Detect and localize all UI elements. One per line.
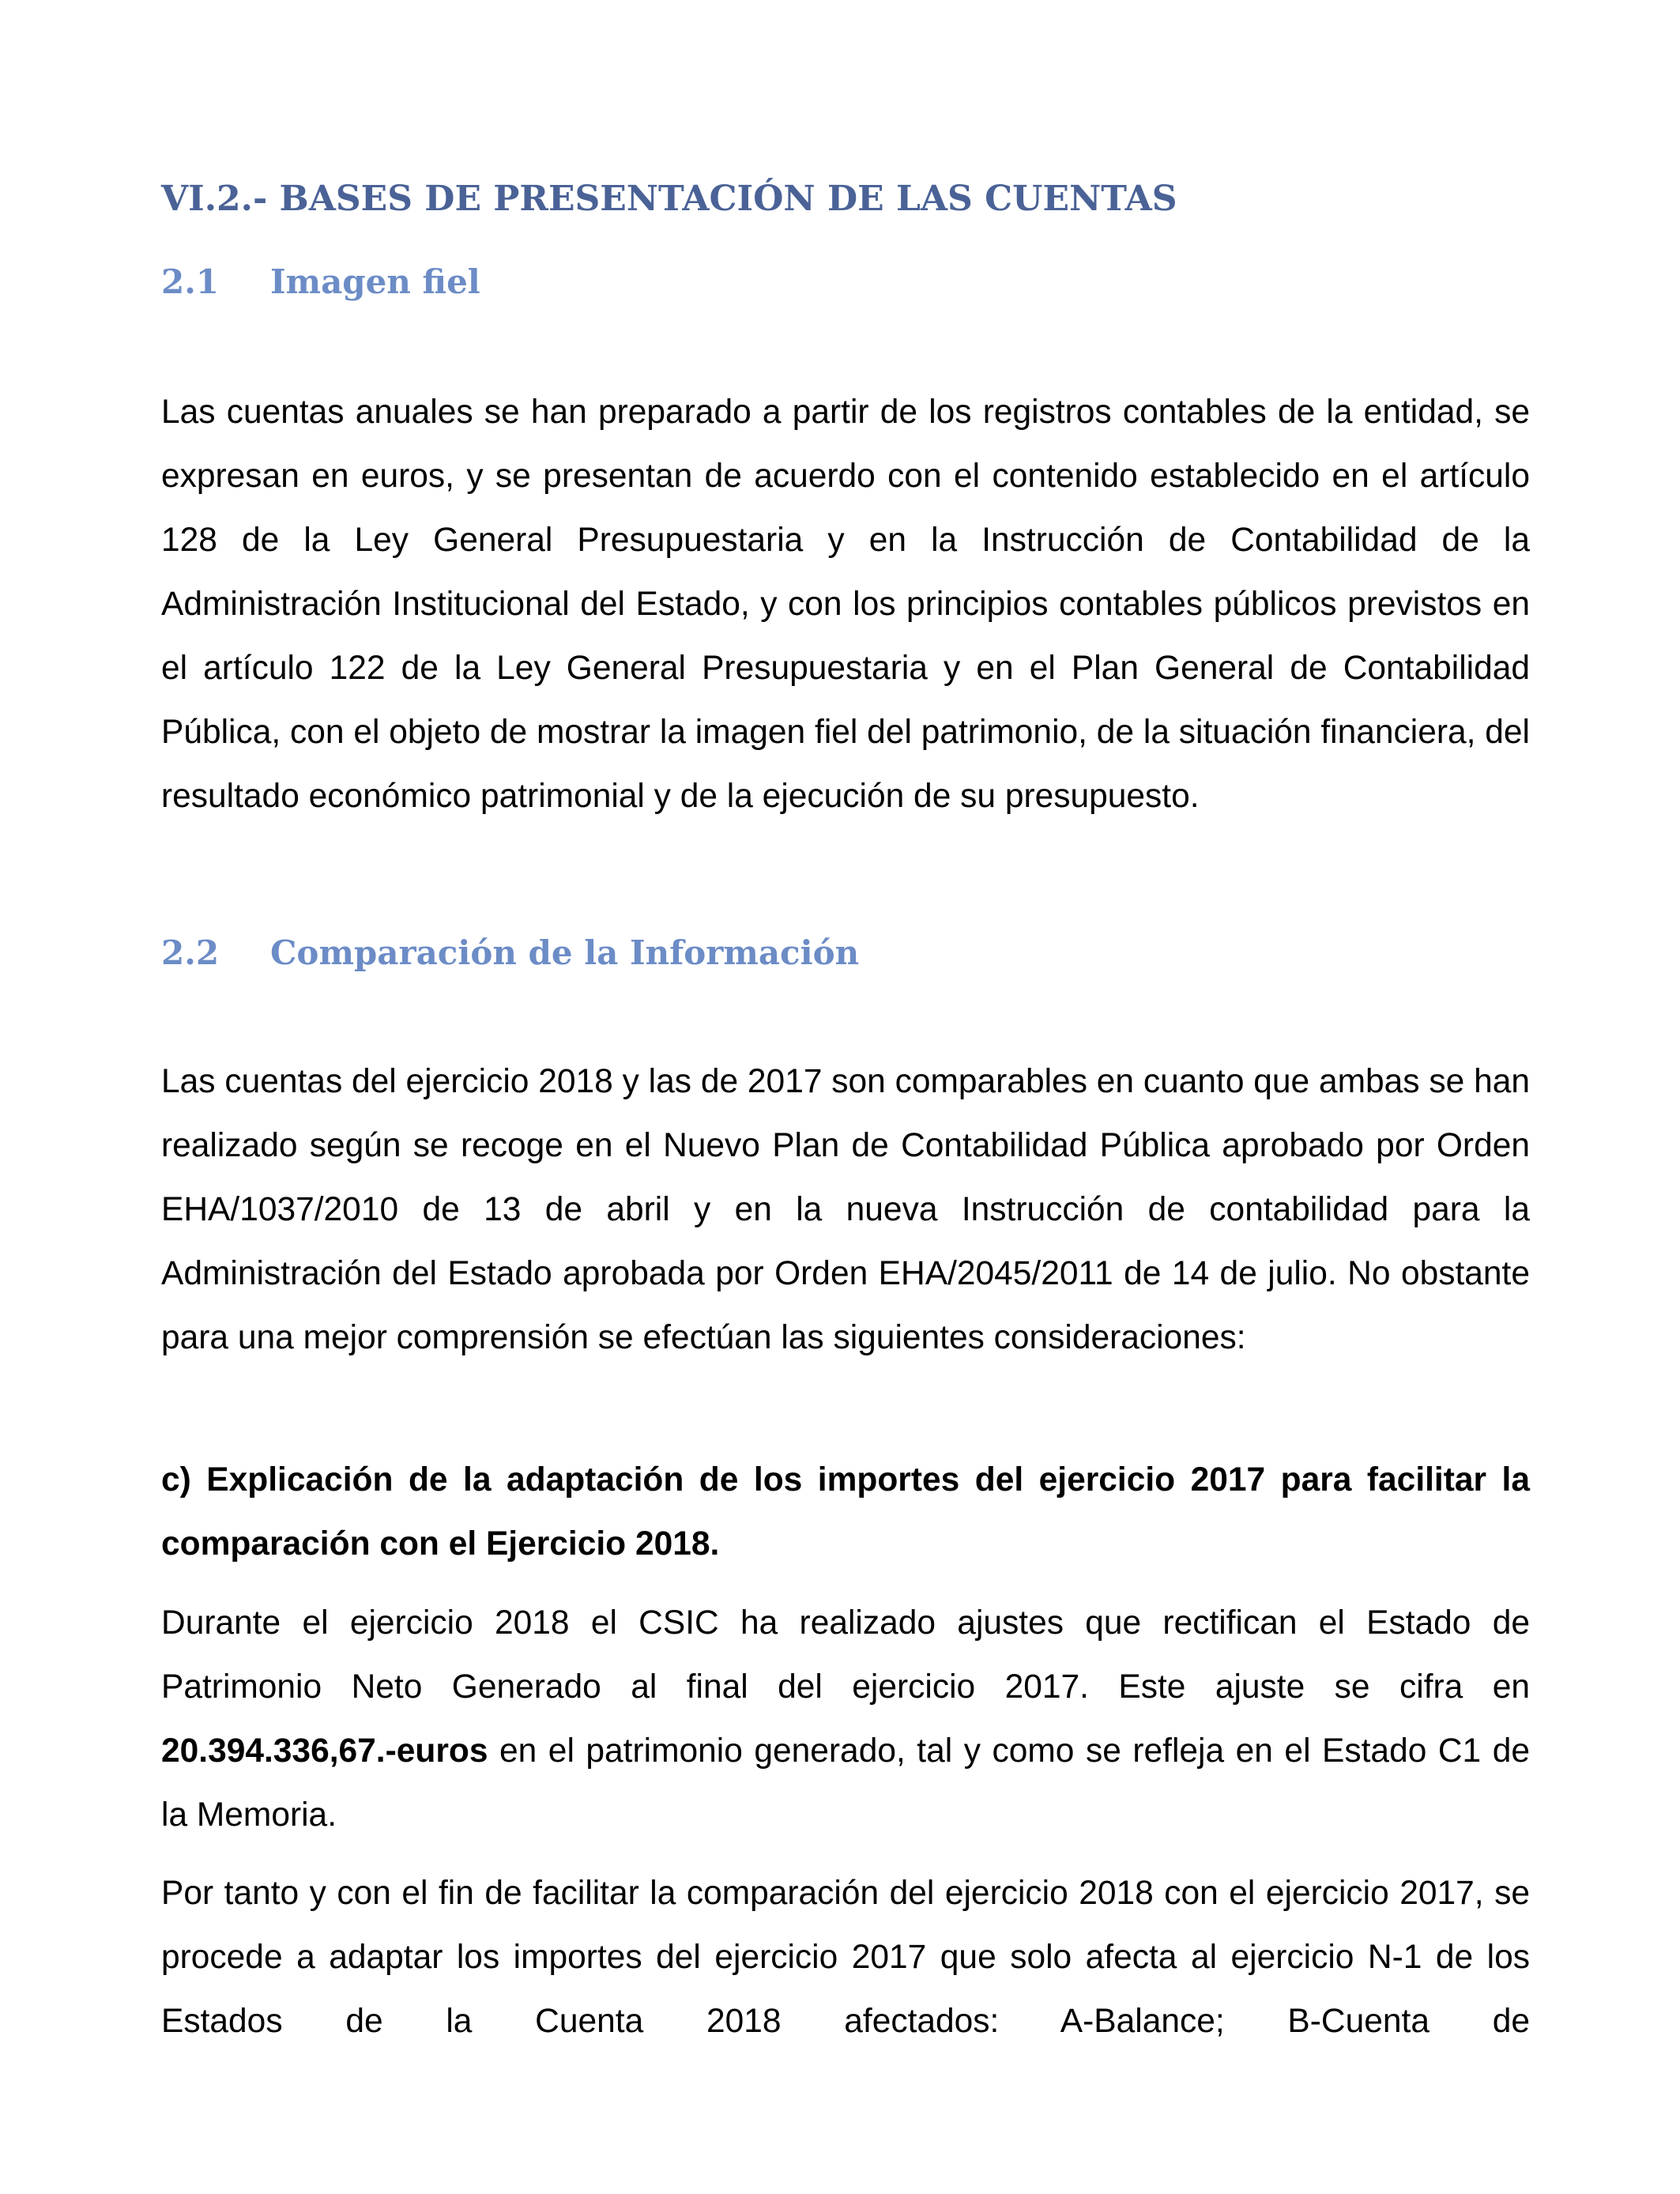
main-heading: VI.2.- BASES DE PRESENTACIÓN DE LAS CUENTAS xyxy=(161,179,1177,219)
subheading-adaptacion xyxy=(161,1448,1530,1576)
paragraph-text xyxy=(161,1591,1530,1847)
text-run: Durante el ejercicio 2018 el CSIC ha realizado ajustes que rectifican el Estado de Patrimonio Neto Generado al final del ejercicio 2017. Este ajuste se cifra en xyxy=(161,1604,1530,1706)
paragraph-comparacion xyxy=(161,1050,1530,1370)
text-run: en el patrimonio generado, tal y como se refleja en el Estado C1 de la Memoria. xyxy=(161,1732,1530,1834)
paragraph-final xyxy=(161,1861,1530,2053)
paragraph-text: Las cuentas del ejercicio 2018 y las de 2017 son comparables en cuanto que ambas se han realizado según se recoge en el Nuevo Plan de Contabilidad Pública aprobado por Orden EHA/1037/2010 de 13 de abril y en la nueva Instrucción de contabilidad para la Administración del Estado aprobada por Orden EHA/2045/2011 de 14 de julio. No obstante para una mejor comprensión se efectúan las siguientes consideraciones: xyxy=(161,1063,1530,1356)
paragraph-text: Las cuentas anuales se han preparado a partir de los registros contables de la entidad, se expresan en euros, y se presentan de acuerdo con el contenido establecido en el artículo 128 de la Ley General Presupuestaria y en la Instrucción de Contabilidad de la Administración Institucional del Estado, y con los principios contables públicos previstos en el artículo 122 de la Ley General Presupuestaria y en el Plan General de Contabilidad Pública, con el objeto de mostrar la imagen fiel del patrimonio, de la situación financiera, del resultado económico patrimonial y de la ejecución de su presupuesto. xyxy=(161,394,1530,815)
section-heading-imagen-fiel xyxy=(161,258,480,306)
subheading-text: c) Explicación de la adaptación de los importes del ejercicio 2017 para facilitar la comparación con el Ejercicio 2018. xyxy=(161,1461,1530,1563)
paragraph-imagen-fiel xyxy=(161,380,1530,828)
amount-highlight: 20.394.336,67.-euros xyxy=(161,1732,488,1770)
section-number: 2.1 xyxy=(161,262,220,301)
section-heading-comparacion xyxy=(161,929,859,977)
section-number: 2.2 xyxy=(161,933,220,972)
section-title: Comparación de la Información xyxy=(270,933,860,972)
section-title: Imagen fiel xyxy=(270,262,480,301)
paragraph-text: Por tanto y con el fin de facilitar la comparación del ejercicio 2018 con el ejercicio 2017, se procede a adaptar los importes del ejercicio 2017 que solo afecta al ejercicio N-1 de los Estados de la Cuenta 2018 afectados: A-Balance; B-Cuenta de xyxy=(161,1875,1530,2040)
paragraph-ajuste xyxy=(161,1591,1530,1847)
